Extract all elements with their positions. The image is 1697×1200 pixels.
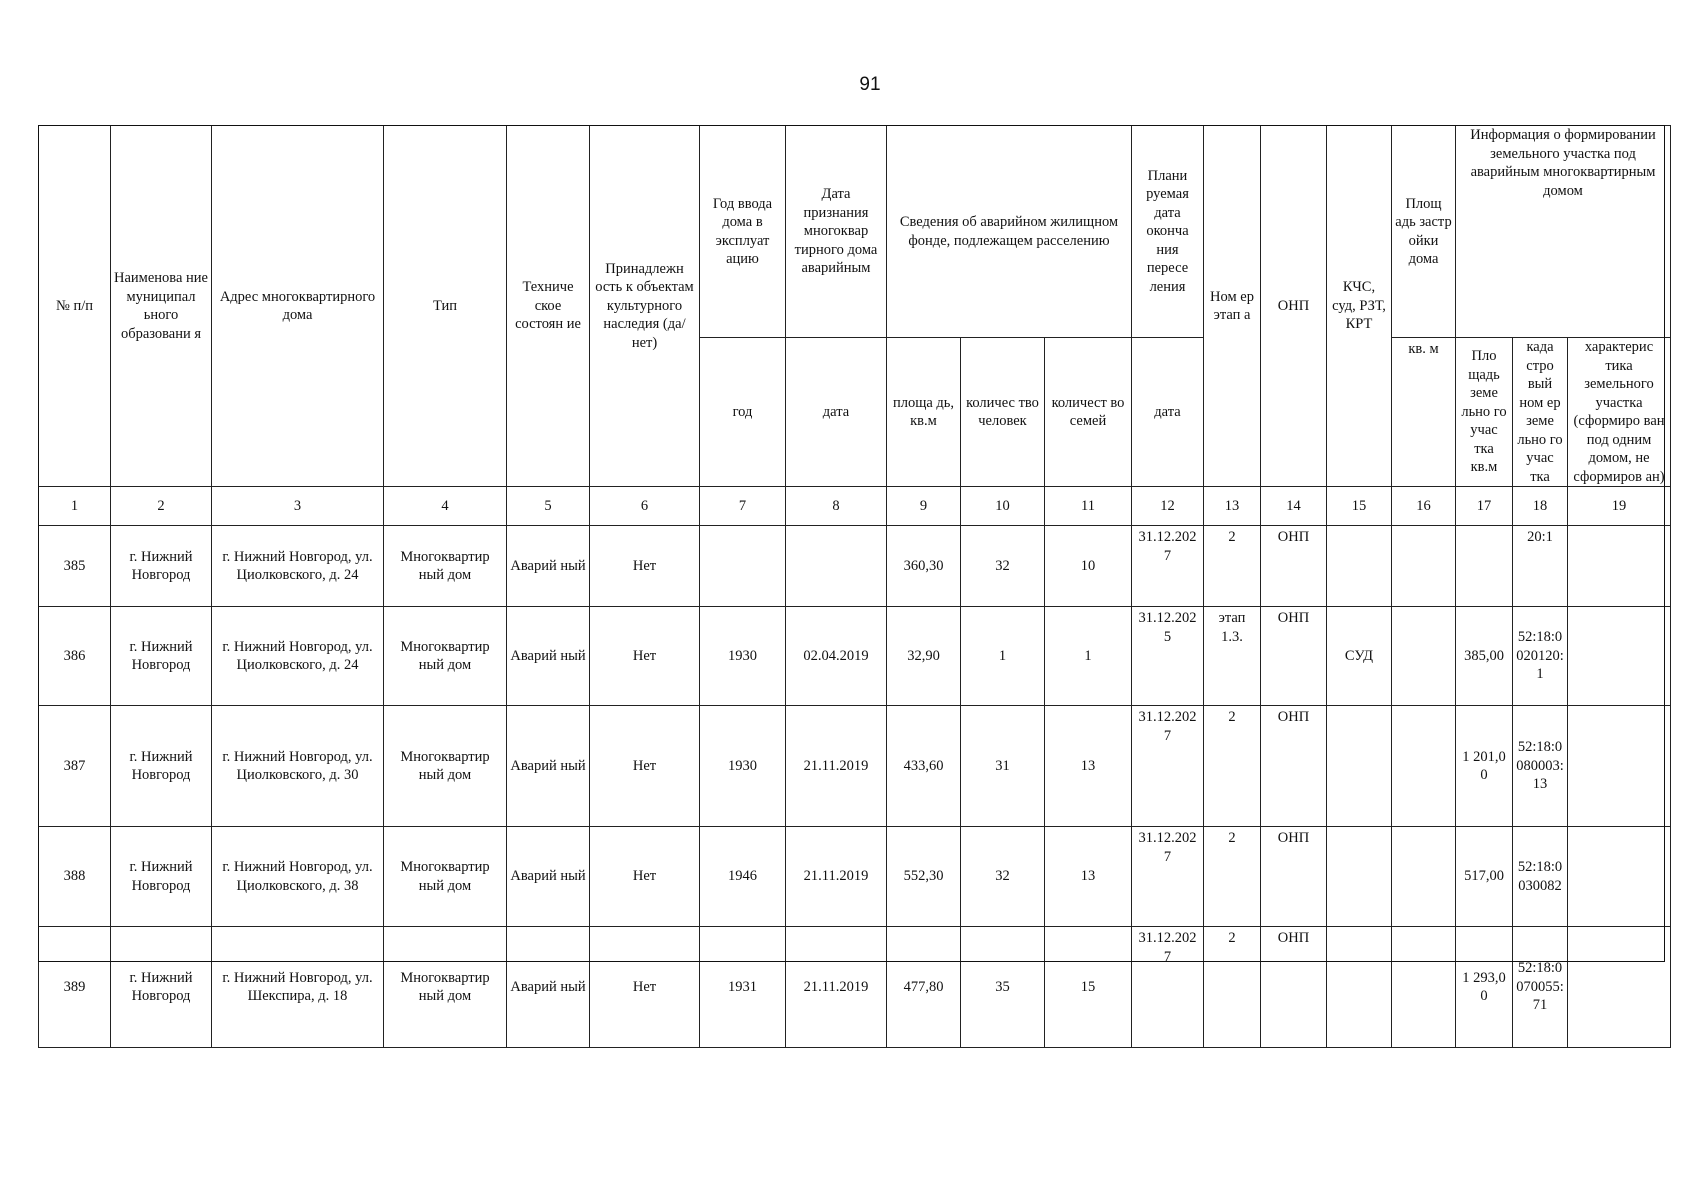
- resettlement-end-date: 31.12.2027: [1132, 706, 1204, 827]
- onp: ОНП: [1261, 827, 1327, 927]
- header-col-4: Тип: [384, 126, 507, 487]
- year-built: 1946: [700, 827, 786, 927]
- header-col-1: № п/п: [39, 126, 111, 487]
- area: 477,80: [887, 927, 961, 1048]
- land-characteristic: [1568, 526, 1671, 607]
- recognition-date: 21.11.2019: [786, 927, 887, 1048]
- header-sub-7: год: [700, 338, 786, 487]
- land-characteristic: [1568, 607, 1671, 706]
- table-row: [39, 607, 1671, 706]
- year-built: 1930: [700, 607, 786, 706]
- family-count: 13: [1045, 706, 1132, 827]
- land-area: 517,00: [1456, 827, 1513, 927]
- land-area: [1456, 526, 1513, 607]
- cadastral-number: 20:1: [1513, 526, 1568, 607]
- kchs: [1327, 827, 1392, 927]
- header-col-3: Адрес многоквартирного дома: [212, 126, 384, 487]
- stage-number: 2: [1204, 827, 1261, 927]
- header-group-9-11: Сведения об аварийном жилищном фонде, подлежащем расселению: [887, 126, 1132, 338]
- header-sub-9: площа дь, кв.м: [887, 338, 961, 487]
- technical-state: Аварий ный: [507, 607, 590, 706]
- column-number: 12: [1132, 487, 1204, 526]
- column-number: 4: [384, 487, 507, 526]
- land-area: 385,00: [1456, 607, 1513, 706]
- building-type: Многоквартир ный дом: [384, 927, 507, 1048]
- family-count: 13: [1045, 827, 1132, 927]
- column-number: 9: [887, 487, 961, 526]
- building-area: [1392, 827, 1456, 927]
- address: г. Нижний Новгород, ул. Циолковского, д. 30: [212, 706, 384, 827]
- family-count: 1: [1045, 607, 1132, 706]
- column-number: 3: [212, 487, 384, 526]
- header-col-17: Пло щадь земе льно го учас тка: [1461, 348, 1507, 457]
- header-sub-16: кв. м: [1392, 338, 1456, 487]
- onp: ОНП: [1261, 607, 1327, 706]
- row-number: 388: [39, 827, 111, 927]
- column-number: 5: [507, 487, 590, 526]
- municipality: г. Нижний Новгород: [111, 927, 212, 1048]
- people-count: 32: [961, 526, 1045, 607]
- header-col-12: Плани руемая дата оконча ния пересе ления: [1132, 126, 1204, 338]
- header-col-8: Дата признания многоквар тирного дома аварийным: [786, 126, 887, 338]
- building-type: Многоквартир ный дом: [384, 607, 507, 706]
- land-characteristic: [1568, 706, 1671, 827]
- emergency-housing-table: [38, 125, 1671, 1048]
- year-built: 1931: [700, 927, 786, 1048]
- onp: ОНП: [1261, 927, 1327, 1048]
- family-count: 15: [1045, 927, 1132, 1048]
- column-number: 2: [111, 487, 212, 526]
- area: 552,30: [887, 827, 961, 927]
- heritage: Нет: [590, 706, 700, 827]
- page-number: 91: [859, 74, 881, 95]
- header-col-6: Принадлежн ость к объектам культурного наследия (да/нет): [590, 126, 700, 487]
- header-sub-17-unit: кв.м: [1470, 459, 1498, 476]
- resettlement-end-date: 31.12.2027: [1132, 827, 1204, 927]
- kchs: СУД: [1327, 607, 1392, 706]
- table-row: [39, 526, 1671, 607]
- column-number: 15: [1327, 487, 1392, 526]
- year-built: 1930: [700, 706, 786, 827]
- technical-state: Аварий ный: [507, 706, 590, 827]
- address: г. Нижний Новгород, ул. Циолковского, д. 38: [212, 827, 384, 927]
- stage-number: 2: [1204, 706, 1261, 827]
- kchs: [1327, 927, 1392, 1048]
- kchs: [1327, 706, 1392, 827]
- building-area: [1392, 607, 1456, 706]
- column-number: 16: [1392, 487, 1456, 526]
- building-type: Многоквартир ный дом: [384, 706, 507, 827]
- address: г. Нижний Новгород, ул. Циолковского, д. 24: [212, 607, 384, 706]
- column-number: 19: [1568, 487, 1671, 526]
- cadastral-number: 52:18:0030082: [1513, 827, 1568, 927]
- technical-state: Аварий ный: [507, 927, 590, 1048]
- heritage: Нет: [590, 927, 700, 1048]
- table-row: [39, 927, 1671, 1048]
- area: 360,30: [887, 526, 961, 607]
- header-sub-12: дата: [1132, 338, 1204, 487]
- header-col-15: КЧС, суд, РЗТ, КРТ: [1327, 126, 1392, 487]
- stage-number: 2: [1204, 526, 1261, 607]
- row-number: 386: [39, 607, 111, 706]
- heritage: Нет: [590, 607, 700, 706]
- header-col-16: Площ адь застр ойки дома: [1392, 126, 1456, 338]
- recognition-date: 21.11.2019: [786, 827, 887, 927]
- recognition-date: 02.04.2019: [786, 607, 887, 706]
- table-row: [39, 706, 1671, 827]
- row-number: 385: [39, 526, 111, 607]
- building-type: Многоквартир ный дом: [384, 827, 507, 927]
- header-sub-18: када стро вый ном ер земе льно го учас тка: [1513, 338, 1568, 487]
- heritage: Нет: [590, 827, 700, 927]
- row-number: 387: [39, 706, 111, 827]
- header-sub-19: характерис тика земельного участка (сформиро ван под одним домом, не сформиров ан): [1568, 338, 1671, 487]
- cadastral-number: 52:18:0070055:71: [1513, 927, 1568, 1048]
- area: 32,90: [887, 607, 961, 706]
- column-number: 11: [1045, 487, 1132, 526]
- column-number: 14: [1261, 487, 1327, 526]
- header-col-7: Год ввода дома в эксплуат ацию: [700, 126, 786, 338]
- heritage: Нет: [590, 526, 700, 607]
- column-number: 18: [1513, 487, 1568, 526]
- kchs: [1327, 526, 1392, 607]
- building-area: [1392, 526, 1456, 607]
- column-number: 17: [1456, 487, 1513, 526]
- header-col-14: ОНП: [1261, 126, 1327, 487]
- column-number: 10: [961, 487, 1045, 526]
- area: 433,60: [887, 706, 961, 827]
- row-number: 389: [39, 927, 111, 1048]
- municipality: г. Нижний Новгород: [111, 827, 212, 927]
- stage-number: этап 1.3.: [1204, 607, 1261, 706]
- column-number: 13: [1204, 487, 1261, 526]
- header-sub-11: количест во семей: [1045, 338, 1132, 487]
- address: г. Нижний Новгород, ул. Шекспира, д. 18: [212, 927, 384, 1048]
- stage-number: 2: [1204, 927, 1261, 1048]
- building-area: [1392, 706, 1456, 827]
- header-group-17-19: Информация о формировании земельного участка под аварийным многоквартирным домом: [1456, 126, 1671, 338]
- building-area: [1392, 927, 1456, 1048]
- header-col-13: Ном ер этап а: [1204, 126, 1261, 487]
- recognition-date: 21.11.2019: [786, 706, 887, 827]
- building-type: Многоквартир ный дом: [384, 526, 507, 607]
- header-sub-8: дата: [786, 338, 887, 487]
- column-number: 1: [39, 487, 111, 526]
- recognition-date: [786, 526, 887, 607]
- table-row: [39, 827, 1671, 927]
- onp: ОНП: [1261, 706, 1327, 827]
- land-area: 1 293,00: [1456, 927, 1513, 1048]
- municipality: г. Нижний Новгород: [111, 706, 212, 827]
- column-number: 7: [700, 487, 786, 526]
- resettlement-end-date: 31.12.2027: [1132, 927, 1204, 1048]
- people-count: 31: [961, 706, 1045, 827]
- resettlement-end-date: 31.12.2025: [1132, 607, 1204, 706]
- onp: ОНП: [1261, 526, 1327, 607]
- people-count: 1: [961, 607, 1045, 706]
- municipality: г. Нижний Новгород: [111, 607, 212, 706]
- cadastral-number: 52:18:0080003:13: [1513, 706, 1568, 827]
- technical-state: Аварий ный: [507, 827, 590, 927]
- cadastral-number: 52:18:0020120:1: [1513, 607, 1568, 706]
- people-count: 35: [961, 927, 1045, 1048]
- people-count: 32: [961, 827, 1045, 927]
- header-sub-10: количес тво человек: [961, 338, 1045, 487]
- land-area: 1 201,00: [1456, 706, 1513, 827]
- header-sub-17: [1456, 338, 1513, 487]
- family-count: 10: [1045, 526, 1132, 607]
- municipality: г. Нижний Новгород: [111, 526, 212, 607]
- address: г. Нижний Новгород, ул. Циолковского, д. 24: [212, 526, 384, 607]
- header-col-2: Наименова ние муниципал ьного образовани я: [111, 126, 212, 487]
- land-characteristic: [1568, 927, 1671, 1048]
- resettlement-end-date: 31.12.2027: [1132, 526, 1204, 607]
- technical-state: Аварий ный: [507, 526, 590, 607]
- year-built: [700, 526, 786, 607]
- column-number: 8: [786, 487, 887, 526]
- column-number: 6: [590, 487, 700, 526]
- land-characteristic: [1568, 827, 1671, 927]
- header-col-5: Техниче ское состоян ие: [507, 126, 590, 487]
